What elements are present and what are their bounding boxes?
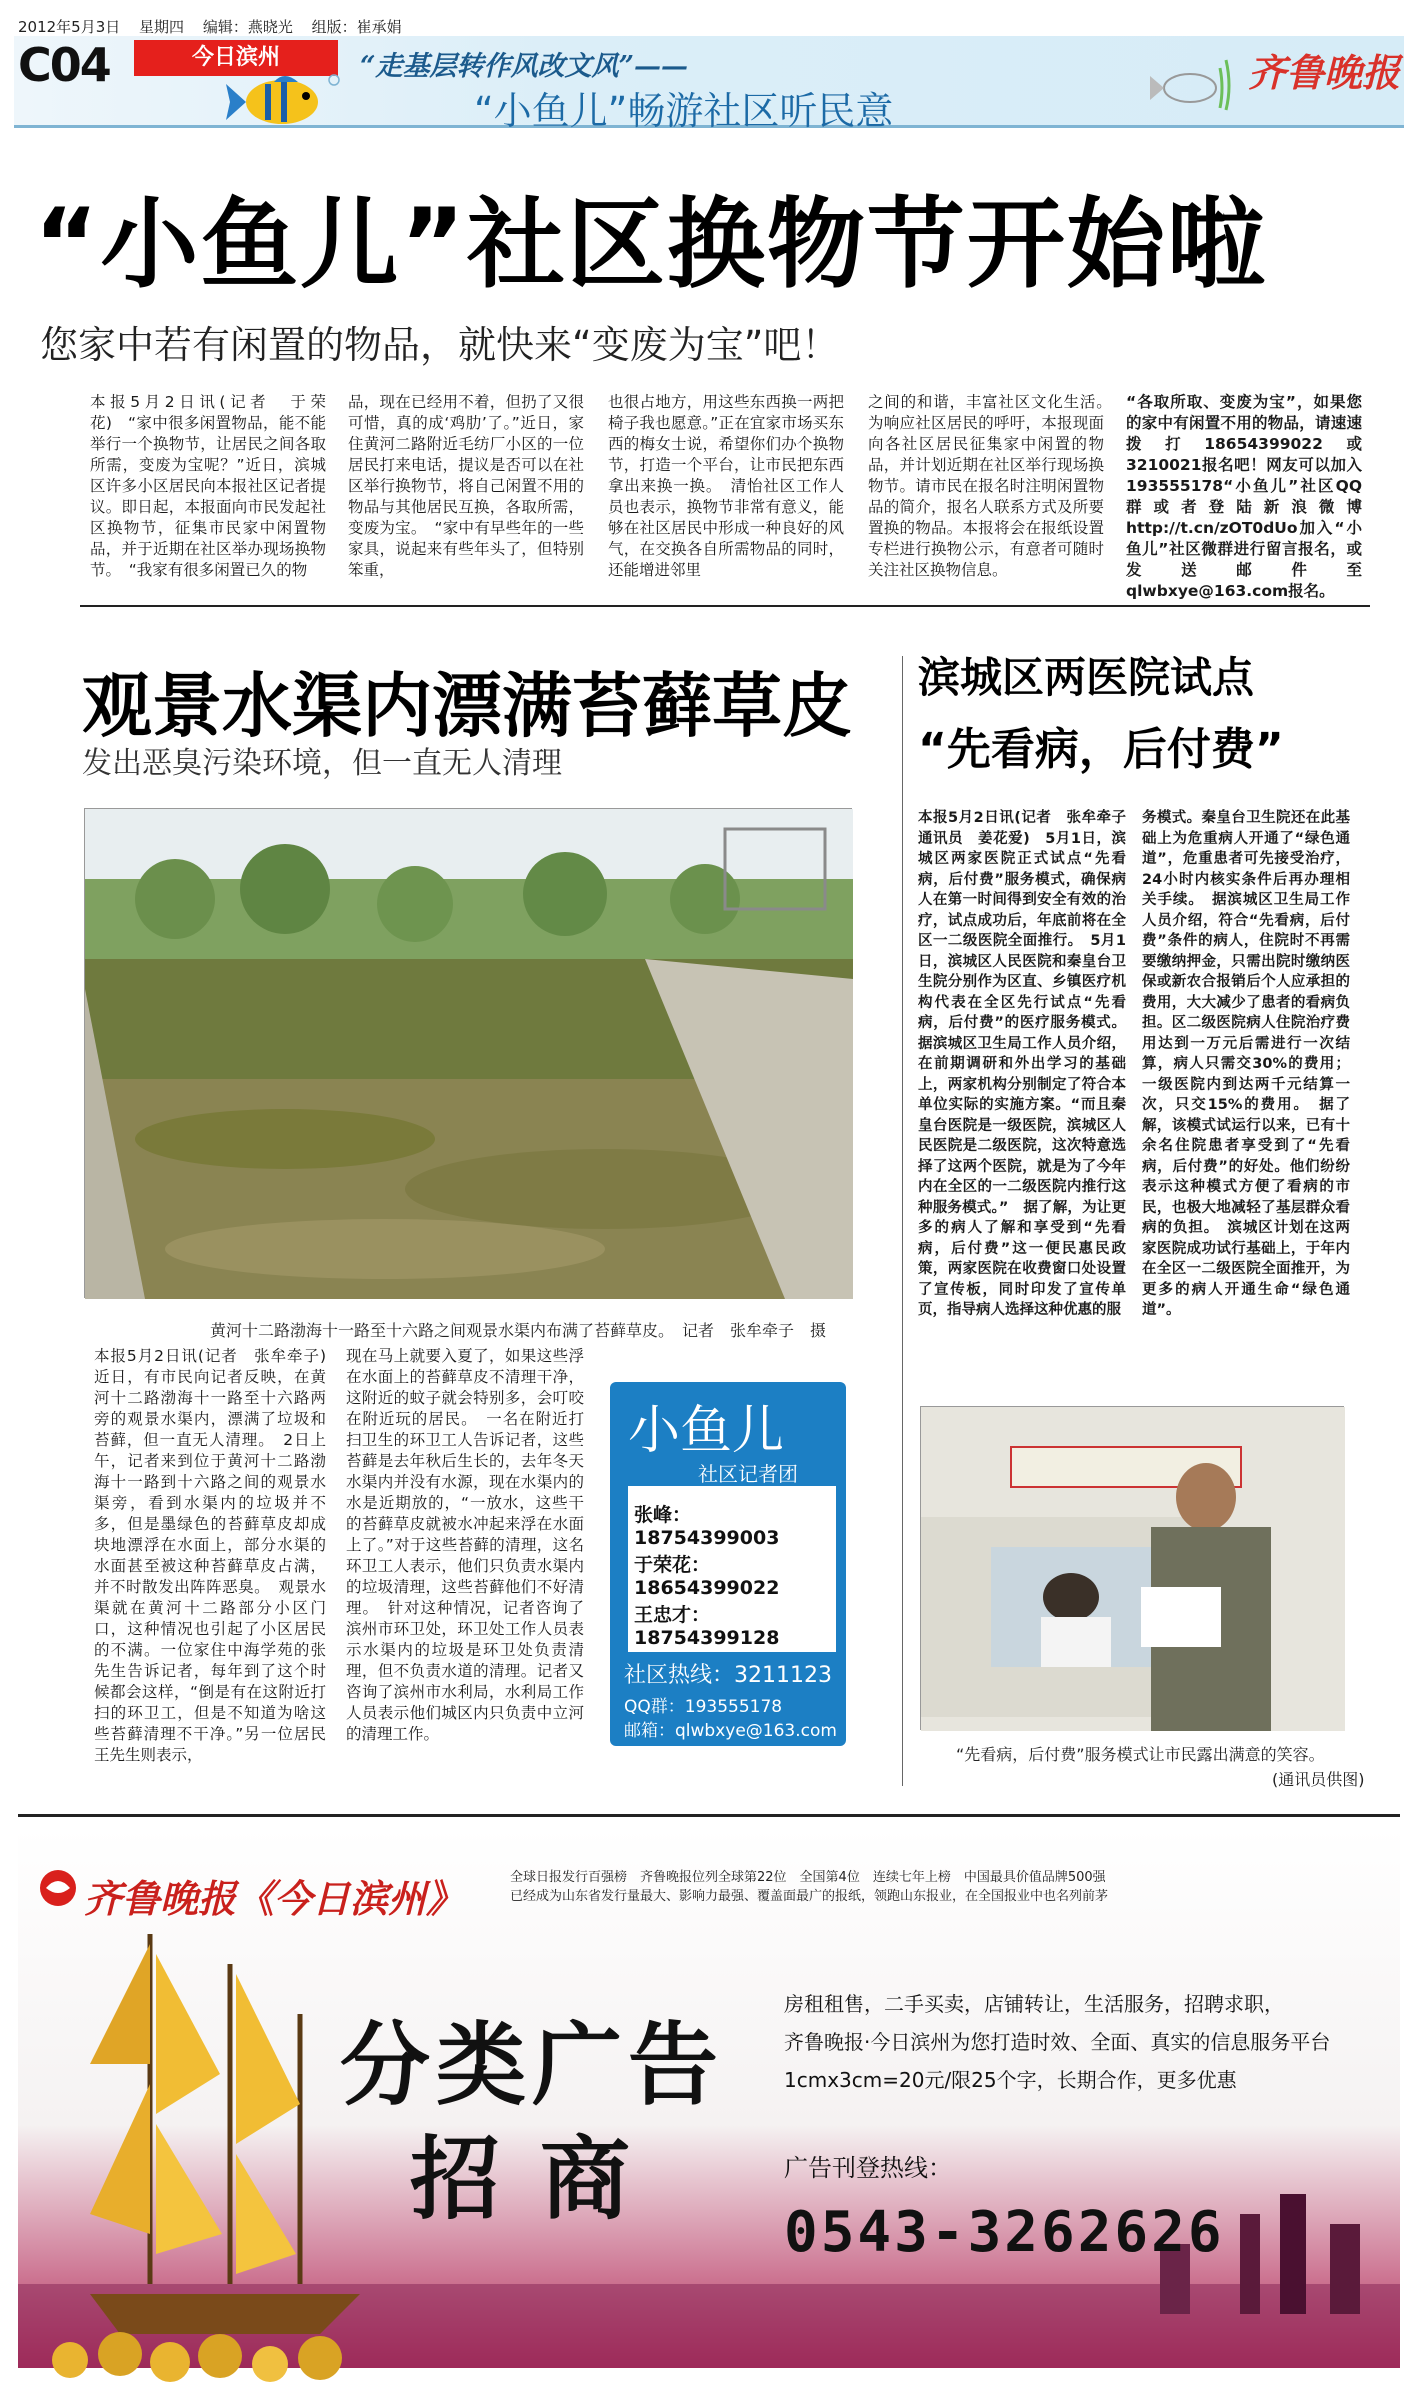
lead-article-column: 也很占地方，用这些东西换一两把椅子我也愿意。”正在宜家市场买东西的梅女士说，希望你们办个换物节，打造一个平台，让市民把东西拿出来换一换。 清怡社区工作人员也表示，换物节非常有意义，能够在社区居民中形成一种良好的风气，在交换各自所需物品的同时，还能增进邻里 [608, 393, 844, 579]
page-code: C04 [18, 38, 110, 92]
ad-brand: 齐鲁晚报《今日滨州》 [84, 1876, 465, 1921]
ad-phone-number: 0543-3262626 [784, 2200, 1225, 2265]
lead-article-column: 之间的和谐，丰富社区文化生活。 为响应社区居民的呼吁，本报现面向各社区居民征集家中闲置的物品，并计划近期在社区举行现场换物节。请市民在报名时注明闲置物品的简介，报名人联系方式及所要置换的物品。本报将会在报纸设置专栏进行换物公示，有意者可随时关注社区换物信息。 [868, 393, 1120, 579]
article2-subtitle: 发出恶臭污染环境，但一直无人清理 [82, 746, 562, 781]
article3-subtitle: “先看病，后付费” [918, 724, 1284, 775]
reporters-list [628, 1486, 836, 1652]
article2-title: 观景水渠内漂满苔藓草皮 [82, 665, 852, 747]
issue-weekday: 星期四 [139, 18, 185, 36]
ad-stats-line: 全球日报发行百强榜 齐鲁晚报位列全球第22位 全国第4位 连续七年上榜 中国最具价值品牌500强 [510, 1870, 1106, 1885]
qq-group: QQ群：193555178 [624, 1697, 783, 1717]
header-meta [18, 16, 416, 37]
ad-service-list: 房租租售，二手买卖，店铺转让，生活服务，招聘求职， [784, 1992, 1284, 2016]
article2-column: 本报5月2日讯(记者 张牟牵子) 近日，有市民向记者反映，在黄河十二路渤海十一路至十六路两旁的观景水渠内，漂满了垃圾和苔藓，但一直无人清理。 2日上午，记者来到位于黄河十二路渤海十一路到十六路之间的观景水渠旁，看到水渠内的垃圾并不多，但是墨绿色的苔藓草皮却成块地漂浮在水面上，部分水渠的水面甚至被这种苔藓草皮占满，并不时散发出阵阵恶臭。 观景水渠就在黄河十二路部分小区门口，这种情况也引起了小区居民的不满。一位家住中海学苑的张先生告诉记者，每年到了这个时候都会这样，“倒是有在这附近打扫的环卫工，但是不知道为啥这些苔藓清理不干净。”另一位居民王先生则表示， [94, 1347, 342, 1764]
article3-column: 务模式。秦皇台卫生院还在此基础上为危重病人开通了“绿色通道”，危重患者可先接受治疗，24小时内核实条件后再办理相关手续。 据滨城区卫生局工作人员介绍，符合“先看病，后付费”条件的病人，住院时不再需要缴纳押金，只需出院时缴纳医保或新农合报销后个人应承担的费用，大大减少了患者的看病负担。区二级医院病人住院治疗费用达到一万元后需进行一次结算，病人只需交30%的费用；一级医院内到达两千元结算一次，只交15%的费用。 据了解，该模式试运行以来，已有十余名住院患者享受到了“先看病，后付费”的好处。他们纷纷表示这种模式方便了看病的市民，也极大地减轻了基层群众看病的负担。 滨城区计划在这两家医院成功试行基础上，于年内在全区一二级医院全面推开，为更多的病人开通生命“绿色通道”。 [1142, 810, 1350, 1318]
reporter-contact: 张峰：18754399003 [634, 1504, 780, 1549]
lead-article-column-signup: “各取所取、变废为宝”，如果您的家中有闲置不用的物品，请速速拨打18654399022或3210021报名吧！网友可以加入193555178“小鱼儿”社区QQ群或者登陆新浪微博http://t.cn/zOT0dUo加入“小鱼儿”社区微群进行留言报名，或发送邮件至qlwbxye@163.com报名。 [1126, 393, 1362, 600]
article3-title: 滨城区两医院试点 [918, 653, 1255, 702]
article2-column: 现在马上就要入夏了，如果这些浮在水面上的苔藓草皮不清理干净，这附近的蚊子就会特别多，会叮咬在附近玩的居民。 一名在附近打扫卫生的环卫工人告诉记者，这些苔藓是去年秋后生长的，去年冬天水渠内并没有水源，现在水渠内的水是近期放的，“一放水，这些干的苔藓草皮就被水冲起来浮在水面上了。”对于这些苔藓的清理，这名环卫工人表示，他们只负责水渠内的垃圾清理，这些苔藓他们不好清理。 针对这种情况，记者咨询了滨州市环卫处，环卫处工作人员表示水渠内的垃圾是环卫处负责清理，但不负责水道的清理。记者又咨询了滨州市水利局，水利局工作人员表示他们城区内只负责中立河的清理工作。 [346, 1347, 584, 1743]
reporters-box [610, 1382, 846, 1746]
reporters-box-title: 小鱼儿 [628, 1401, 785, 1461]
canal-photo [84, 808, 852, 1298]
ad-stats [510, 1868, 1108, 1906]
ad-platform-line: 齐鲁晚报·今日滨州为您打造时效、全面、真实的信息服务平台 [784, 2030, 1331, 2054]
hospital-photo-caption: “先看病，后付费”服务模式让市民露出满意的笑容。 [956, 1745, 1325, 1764]
lead-article-subtitle: 您家中若有闲置的物品，就快来“变废为宝”吧！ [40, 323, 840, 367]
reporter-contact: 于荣花：18654399022 [634, 1554, 780, 1599]
lead-article-column: 本报5月2日讯(记者 于荣花) “家中很多闲置物品，能不能举行一个换物节，让居民之间各取所需，变废为宝呢？”近日，滨城区许多小区居民向本报社区记者提议。即日起，本报面向市民发起社区换物节，征集市民家中闲置物品，并于近期在社区举办现场换物节。 “我家有很多闲置已久的物 [90, 393, 326, 579]
reporters-box-subtitle: 社区记者团 [698, 1462, 798, 1486]
ad-pricing: 1cmx3cm=20元/限25个字，长期合作，更多优惠 [784, 2068, 1237, 2092]
lead-article-column: 品，现在已经用不着，但扔了又很可惜，真的成‘鸡肋’了。”近日，家住黄河二路附近毛纺厂小区的一位居民打来电话，提议是否可以在社区举行换物节，将自己闲置不用的物品与其他居民互换，各取所需，变废为宝。 “家中有早些年的一些家具，说起来有些年头了，但特别笨重， [348, 393, 584, 579]
column-divider [902, 656, 903, 1786]
lead-article-title: “小鱼儿”社区换物节开始啦 [34, 188, 1267, 302]
newspaper-logo-icon [36, 1866, 80, 1910]
decorative-fish-icon [1150, 48, 1240, 128]
editor-credit: 编辑：燕晓光 [202, 18, 293, 36]
section-divider [80, 605, 1370, 607]
hospital-photo [920, 1406, 1344, 1730]
hospital-photo-credit: (通讯员供图) [1272, 1770, 1365, 1789]
issue-date: 2012年5月3日 [18, 18, 121, 36]
layout-credit: 组版：崔承娟 [311, 18, 402, 36]
article3-column: 本报5月2日讯(记者 张牟牵子 通讯员 姜花爱) 5月1日，滨城区两家医院正式试点“先看病，后付费”服务模式，确保病人在第一时间得到安全有效的治疗，试点成功后，年底前将在全区一二级医院全面推行。 5月1日，滨城区人民医院和秦皇台卫生院分别作为区直、乡镇医疗机构代表在全区先行试点“先看病，后付费”的医疗服务模式。据滨城区卫生局工作人员介绍，在前期调研和外出学习的基础上，两家机构分别制定了符合本单位实际的实施方案。“而且秦皇台医院是一级医院，滨城区人民医院是二级医院，这次特意选择了这两个医院，就是为了今年内在全区的一二级医院内推行这种服务模式。” 据了解，为让更多的病人了解和享受到“先看病，后付费”这一便民惠民政策，两家医院在收费窗口处设置了宣传板，同时印发了宣传单页，指导病人选择这种优惠的服 [918, 810, 1141, 1318]
fish-icon [224, 70, 344, 132]
email-address: 邮箱：qlwbxye@163.com [624, 1721, 837, 1741]
reporter-contact: 王忠才：18754399128 [634, 1604, 780, 1649]
ad-headline-secondary: 招商 [410, 2126, 670, 2232]
ad-headline: 分类广告 [340, 2012, 724, 2118]
newspaper-brand-logo: 齐鲁晚报 [1248, 50, 1401, 95]
canal-photo-caption: 黄河十二路渤海十一路至十六路之间观景水渠内布满了苔藓草皮。 记者 张牟牵子 摄 [210, 1321, 827, 1340]
ad-stats-line: 已经成为山东省发行量最大、影响力最强、覆盖面最广的报纸，领跑山东报业，在全国报业中也名列前茅 [510, 1889, 1109, 1904]
section-tag: 今日滨州 [134, 40, 338, 76]
column-slogan: “走基层转作风改文风”—— [360, 51, 689, 82]
column-name: “小鱼儿”畅游社区听民意 [474, 89, 894, 133]
community-hotline: 社区热线：3211123 [624, 1663, 832, 1688]
ad-hotline-label: 广告刊登热线： [784, 2154, 952, 2182]
